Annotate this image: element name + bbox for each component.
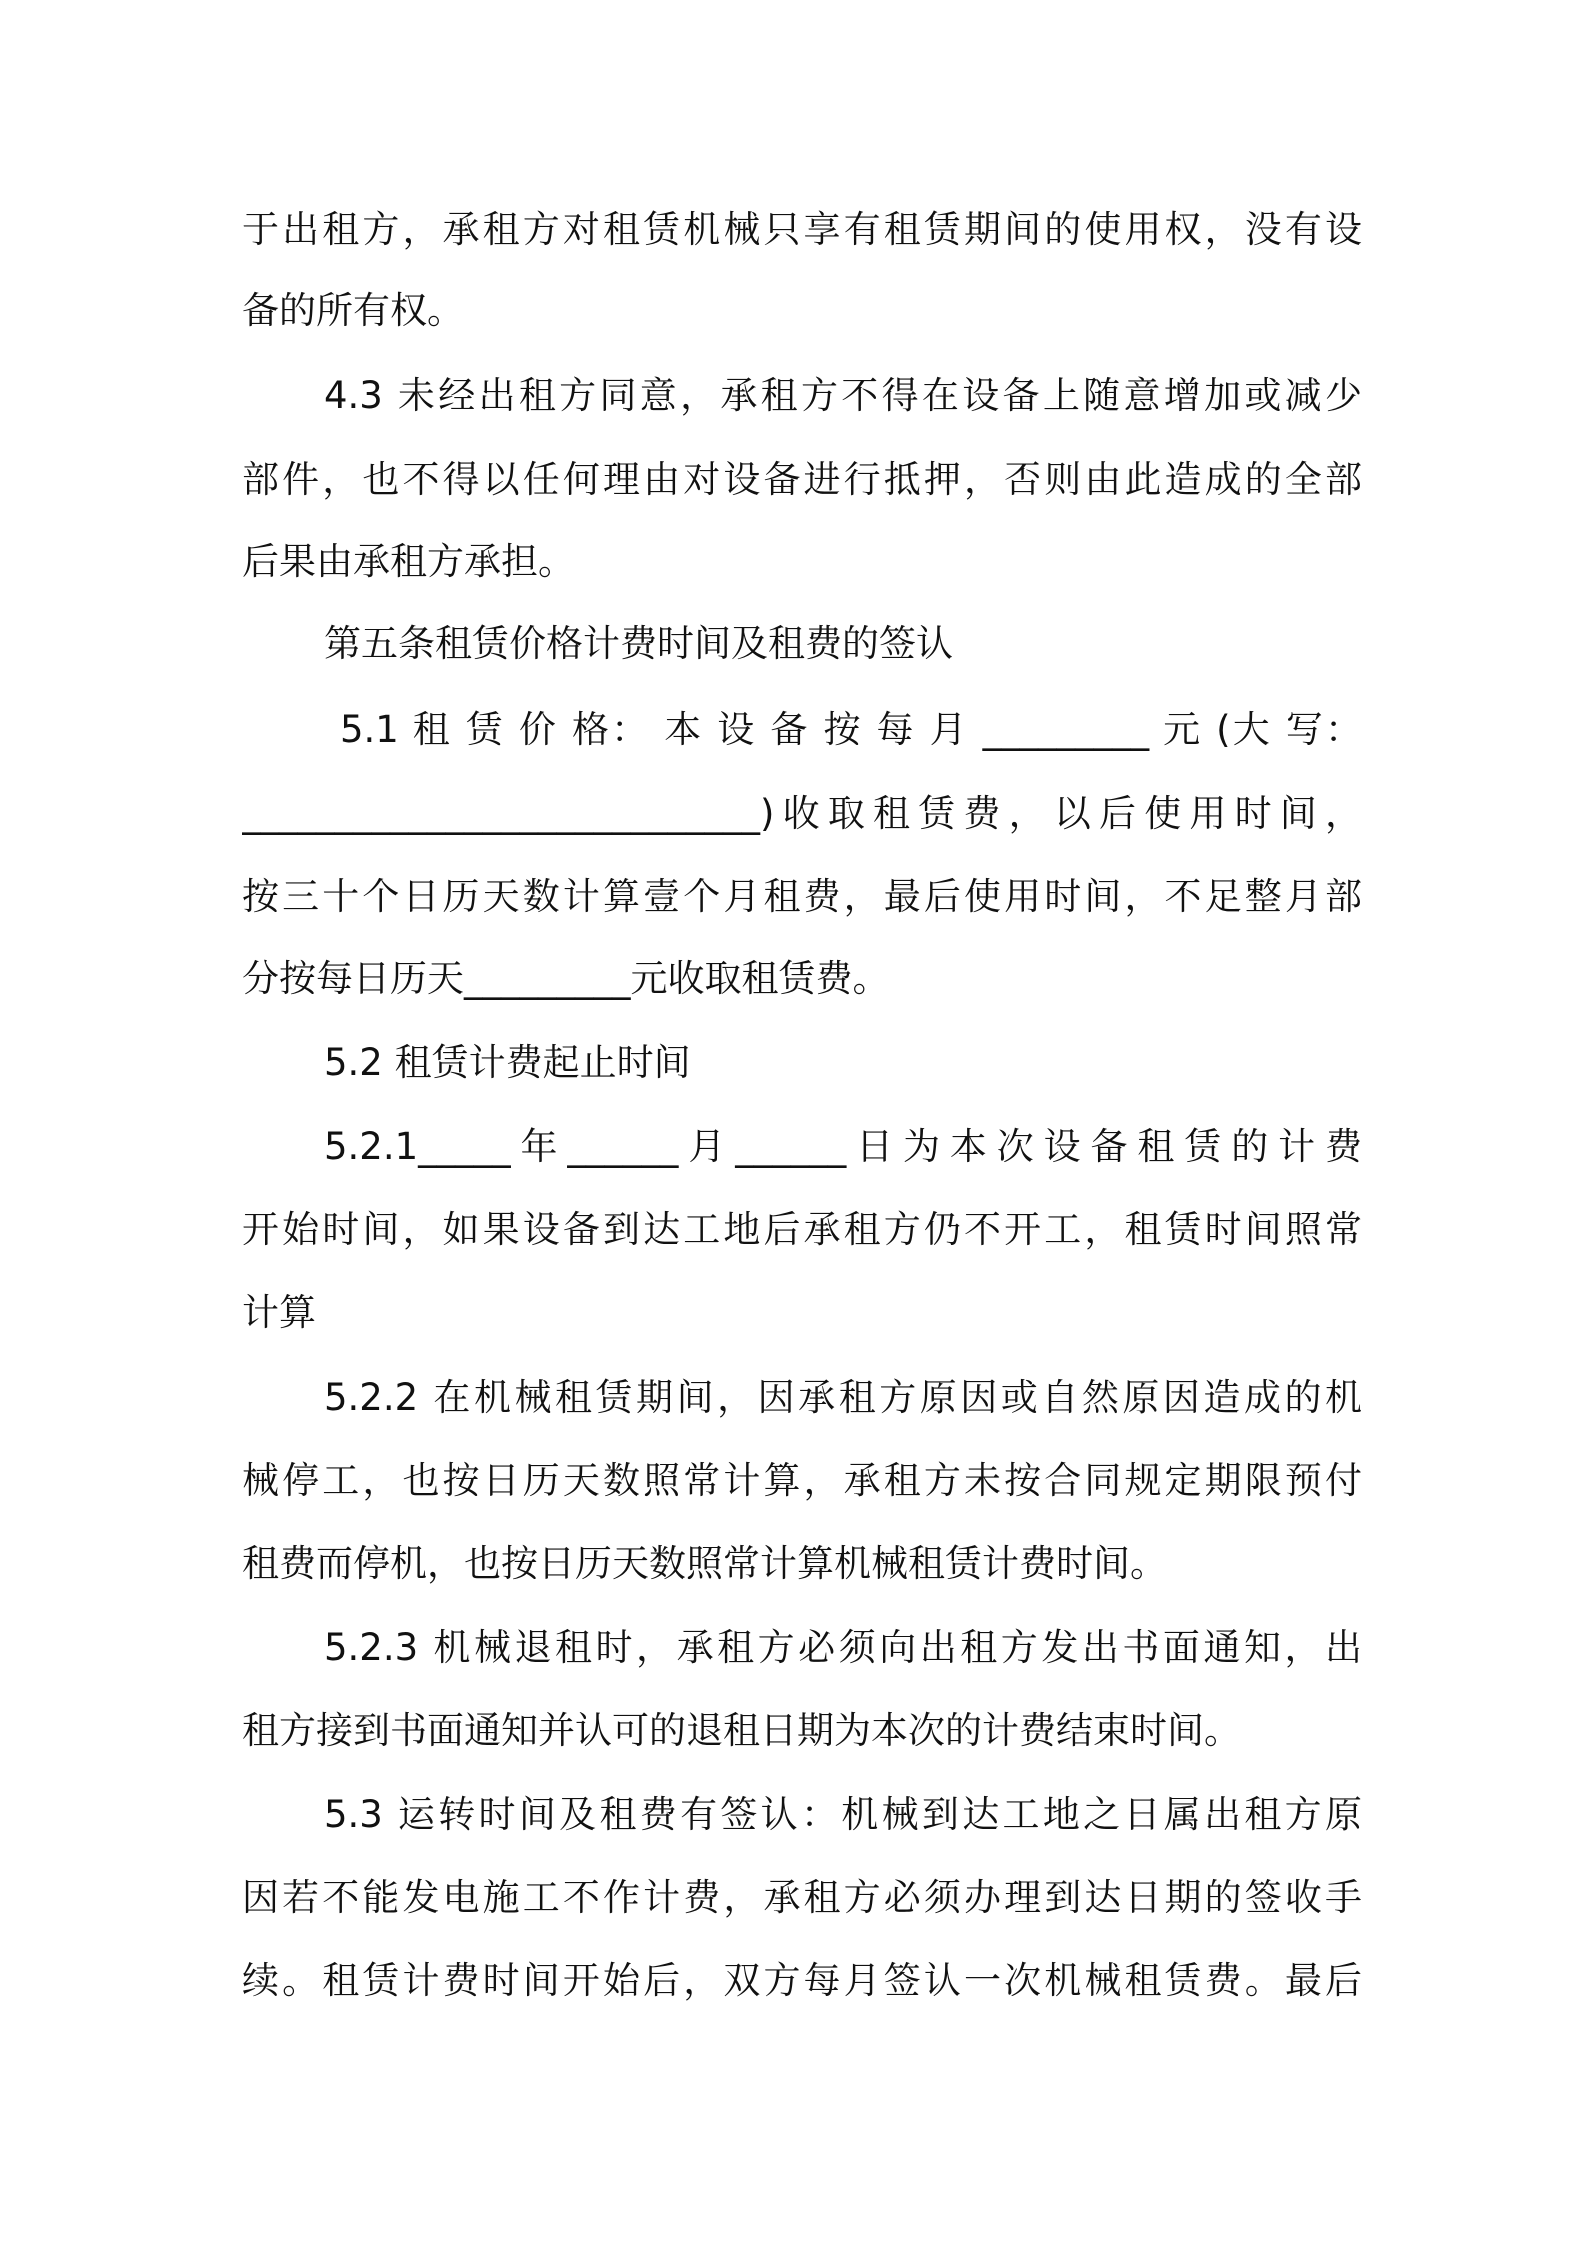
text-line-9: 按三十个日历天数计算壹个月租费，最后使用时间，不足整月部 (242, 875, 1362, 918)
text-line-19: 租方接到书面通知并认可的退租日期为本次的计费结束时间。 (242, 1709, 1241, 1752)
text-line-3: 4.3 未经出租方同意，承租方不得在设备上随意增加或减少 (324, 374, 1362, 417)
text-line-7: 5.1 租 赁 价 格： 本 设 备 按 每 月 _________ 元 (大 写： (340, 708, 1362, 751)
text-line-18: 5.2.3 机械退租时，承租方必须向出租方发出书面通知，出 (324, 1626, 1362, 1669)
text-line-10: 分按每日历天_________元收取租赁费。 (242, 957, 890, 1000)
text-line-16: 械停工，也按日历天数照常计算，承租方未按合同规定期限预付 (242, 1459, 1362, 1502)
text-line-20: 5.3 运转时间及租费有签认：机械到达工地之日属出租方原 (324, 1793, 1362, 1836)
text-line-17: 租费而停机，也按日历天数照常计算机械租赁计费时间。 (242, 1542, 1167, 1585)
text-line-5: 后果由承租方承担。 (242, 540, 575, 583)
text-line-11: 5.2 租赁计费起止时间 (324, 1041, 691, 1084)
text-line-2: 备的所有权。 (242, 289, 464, 332)
text-line-15: 5.2.2 在机械租赁期间，因承租方原因或自然原因造成的机 (324, 1376, 1362, 1419)
section-heading-5: 第五条租赁价格计费时间及租费的签认 (324, 622, 953, 665)
text-line-8: ____________________________)收取租赁费，以后使用时间， (242, 792, 1362, 835)
text-line-1: 于出租方，承租方对租赁机械只享有租赁期间的使用权，没有设 (242, 208, 1362, 251)
text-line-12: 5.2.1_____年______月______日为本次设备租赁的计费 (324, 1125, 1362, 1168)
text-line-13: 开始时间，如果设备到达工地后承租方仍不开工，租赁时间照常 (242, 1208, 1362, 1251)
text-line-14: 计算 (242, 1291, 316, 1334)
text-line-21: 因若不能发电施工不作计费，承租方必须办理到达日期的签收手 (242, 1876, 1362, 1919)
text-line-4: 部件，也不得以任何理由对设备进行抵押，否则由此造成的全部 (242, 458, 1362, 501)
text-line-22: 续。租赁计费时间开始后，双方每月签认一次机械租赁费。最后 (242, 1959, 1362, 2002)
